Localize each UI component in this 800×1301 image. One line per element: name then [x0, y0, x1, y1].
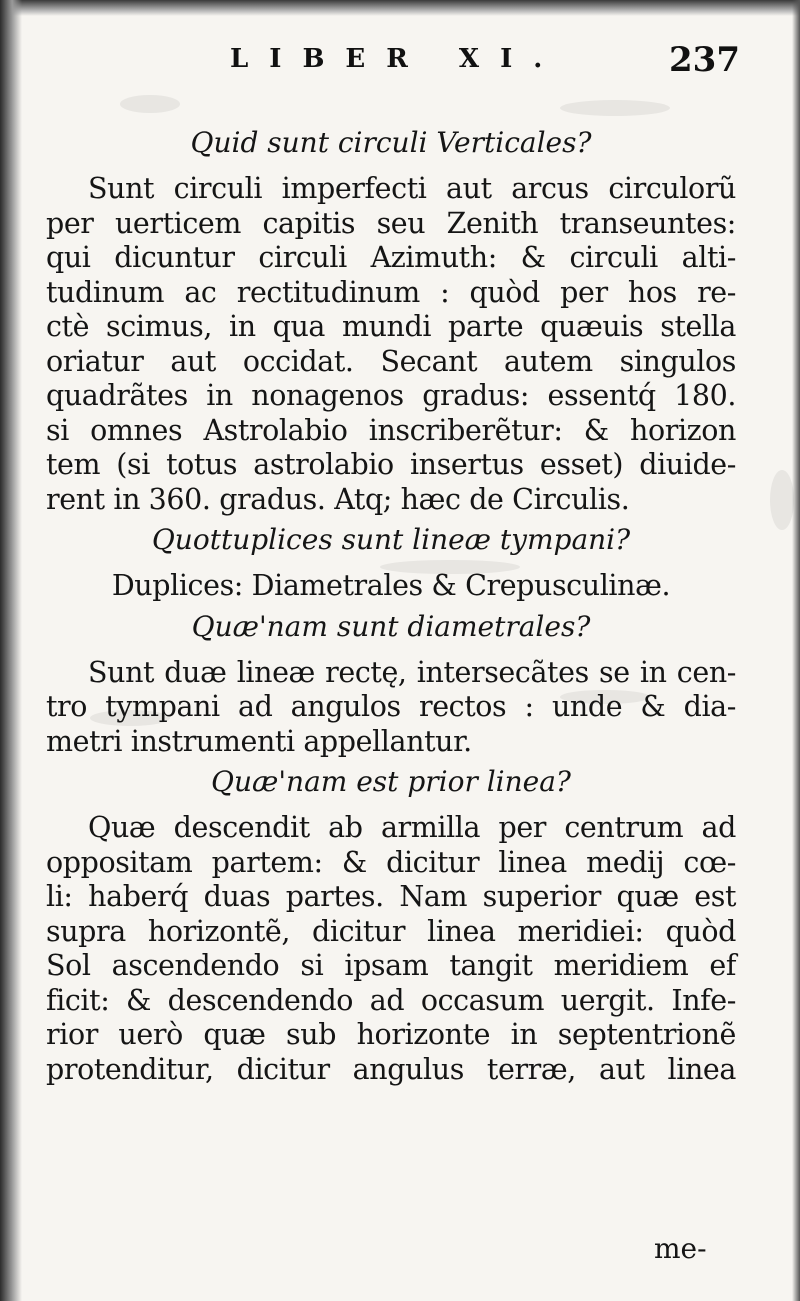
text-line: Sunt duæ lineæ rectę, intersecãtes se in cen-: [88, 655, 736, 689]
text-line: Quæ descendit ab armilla per centrum ad: [88, 811, 736, 844]
page-header: [60, 38, 740, 88]
answer-paragraph: [46, 172, 736, 517]
text-line: li: haberq́ duas partes. Nam superior quæ est: [46, 880, 736, 913]
text-line: tudinum ac rectitudinum : quòd per hos re-: [46, 275, 736, 309]
text-line: si omnes Astrolabio inscriberẽtur: & horizon: [46, 413, 736, 447]
page-number: 237: [669, 40, 740, 80]
question-heading: Quæ'nam est prior linea?: [211, 765, 571, 798]
answer-paragraph: [46, 656, 736, 760]
bleed-through-mark: [120, 95, 180, 113]
question-heading: Quæ'nam sunt diametrales?: [191, 609, 591, 643]
running-head: LIBER XI.: [230, 44, 564, 74]
text-line: oppositam partem: & dicitur linea medij cœ-: [46, 845, 736, 879]
text-line: tro tympani ad angulos rectos : unde & dia-: [46, 690, 736, 723]
answer-paragraph: [46, 569, 736, 604]
catchword: me-: [654, 1232, 707, 1265]
question-heading: Quottuplices sunt lineæ tympani?: [151, 523, 631, 556]
page-edge-top: [0, 0, 800, 16]
text-line: metri instrumenti appellantur.: [46, 724, 472, 758]
text-line: oriatur aut occidat. Secant autem singulos: [46, 344, 736, 378]
text-line: Duplices: Diametrales & Crepusculinæ.: [111, 569, 671, 602]
page-body: [46, 124, 736, 1091]
page-edge-left: [0, 0, 22, 1301]
text-line: protenditur, dicitur angulus terræ, aut linea: [46, 1052, 736, 1086]
text-line: ctè scimus, in qua mundi parte quæuis stella: [46, 310, 736, 343]
text-line: per uerticem capitis seu Zenith transeuntes:: [46, 206, 736, 240]
text-line: ficit: & descendendo ad occasum uergit. Infe-: [46, 983, 736, 1017]
page-edge-right: [792, 0, 800, 1301]
answer-paragraph: [46, 811, 736, 1087]
text-line: tem (si totus astrolabio insertus esset) diuide-: [46, 448, 736, 481]
text-line: quadrãtes in nonagenos gradus: essentq́ 180.: [46, 379, 736, 412]
text-line: rior uerò quæ sub horizonte in septentrionẽ: [46, 1018, 736, 1051]
text-line: Sol ascendendo si ipsam tangit meridiem ef: [46, 949, 736, 982]
text-line: supra horizontẽ, dicitur linea meridiei: quòd: [46, 914, 736, 948]
text-line: qui dicuntur circuli Azimuth: & circuli alti-: [46, 241, 736, 274]
text-line: rent in 360. gradus. Atq; hæc de Circulis.: [46, 482, 630, 516]
bleed-through-mark: [770, 470, 794, 530]
question-heading: Quid sunt circuli Verticales?: [190, 126, 592, 159]
text-line: Sunt circuli imperfecti aut arcus circulorũ: [88, 172, 736, 205]
bleed-through-mark: [560, 100, 670, 116]
